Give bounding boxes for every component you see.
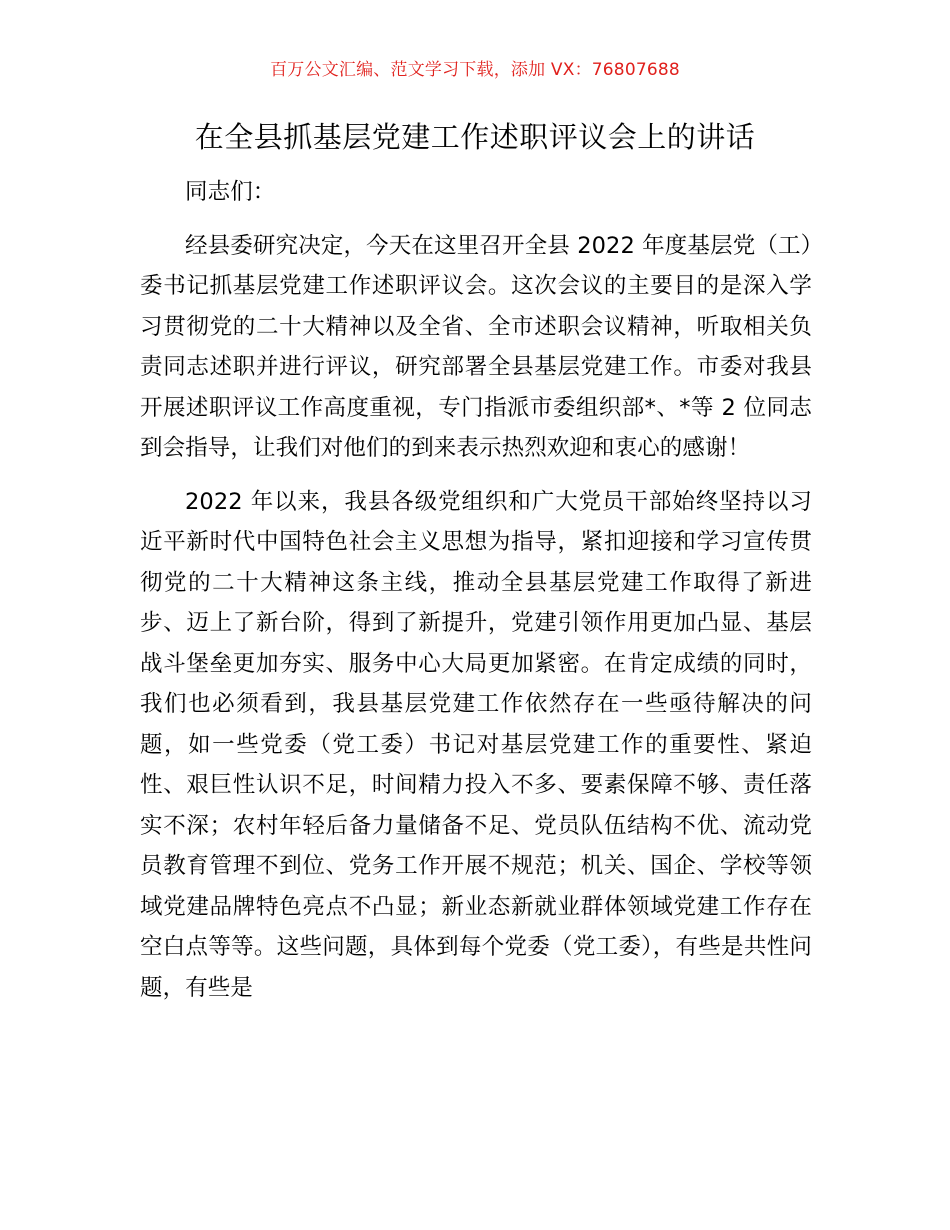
- document-title: 在全县抓基层党建工作述职评议会上的讲话: [194, 120, 756, 154]
- document-body: [140, 172, 812, 1008]
- paragraph-opening: 经县委研究决定，今天在这里召开全县 2022 年度基层党（工）委书记抓基层党建工作述职评议会。这次会议的主要目的是深入学习贯彻党的二十大精神以及全省、全市述职会议精神，听取相关负责同志述职并进行评议，研究部署全县基层党建工作。市委对我县开展述职评议工作高度重视，专门指派市委组织部*、*等 2 位同志到会指导，让我们对他们的到来表示热烈欢迎和衷心的感谢！: [140, 232, 812, 461]
- watermark-header: 百万公文汇编、范文学习下载，添加 VX：76807688: [270, 60, 680, 80]
- salutation: 同志们：: [185, 179, 276, 205]
- paragraph-review: 2022 年以来，我县各级党组织和广大党员干部始终坚持以习近平新时代中国特色社会主义思想为指导，紧扣迎接和学习宣传贯彻党的二十大精神这条主线，推动全县基层党建工作取得了新进步、迈上了新台阶，得到了新提升，党建引领作用更加凸显、基层战斗堡垒更加夯实、服务中心大局更加紧密。在肯定成绩的同时，我们也必须看到，我县基层党建工作依然存在一些亟待解决的问题，如一些党委（党工委）书记对基层党建工作的重要性、紧迫性、艰巨性认识不足，时间精力投入不多、要素保障不够、责任落实不深；农村年轻后备力量储备不足、党员队伍结构不优、流动党员教育管理不到位、党务工作开展不规范；机关、国企、学校等领域党建品牌特色亮点不凸显；新业态新就业群体领域党建工作存在空白点等等。这些问题，具体到每个党委（党工委），有些是共性问题，有些是: [140, 488, 812, 1001]
